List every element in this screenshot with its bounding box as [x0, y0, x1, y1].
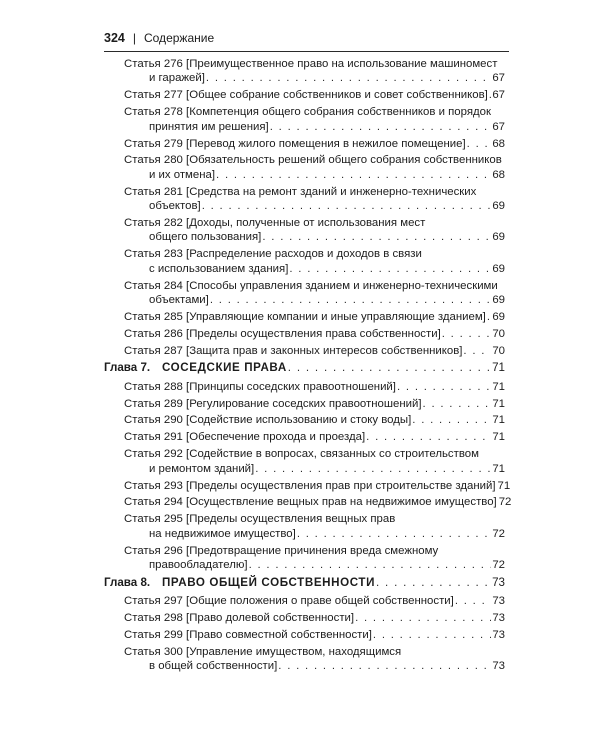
page-reference: 71: [492, 361, 505, 375]
dot-leader: [463, 344, 491, 358]
dot-leader: [489, 88, 492, 102]
entry-title-line: принятия им решения]: [149, 120, 269, 133]
dot-leader: [297, 527, 492, 541]
page-reference: 67: [492, 89, 505, 102]
chapter-number: Глава 7.: [104, 361, 151, 375]
entry-title-line: в общей собственности]: [149, 660, 278, 673]
dot-leader: [397, 380, 491, 394]
dot-leader: [487, 310, 491, 324]
entry-title-line: Статья 276 [Преимущественное право на использование машиномест: [124, 58, 498, 70]
page-reference: 73: [492, 575, 505, 589]
toc-entry: [124, 185, 505, 214]
entry-title-line: Статья 291 [Обеспечение прохода и проезда]: [124, 431, 366, 444]
entry-title-line: Статья 286 [Пределы осуществления права собственности]: [124, 327, 441, 340]
page-reference: 71: [492, 462, 505, 475]
entry-title-line: Статья 277 [Общее собрание собственников и совет собственников]: [124, 89, 488, 102]
entry-title-line: Статья 290 [Содействие использованию и стоку воды]: [124, 414, 412, 427]
page-reference: 71: [492, 380, 505, 393]
toc-entry: [124, 594, 505, 608]
page-reference: 73: [492, 628, 505, 641]
toc-entry: [124, 57, 505, 86]
page-reference: 71: [492, 397, 505, 410]
entry-title-line: Статья 292 [Содействие в вопросах, связанных со строительством: [124, 448, 479, 461]
toc-chapter: [104, 576, 505, 590]
entry-title-line: на недвижимое имущество]: [149, 527, 296, 540]
toc-entry: [124, 310, 505, 324]
page-reference: 69: [492, 231, 505, 244]
dot-leader: [249, 558, 492, 572]
section-title: Содержание: [143, 31, 215, 45]
page-reference: 72: [492, 527, 505, 540]
header-separator: |: [132, 31, 136, 45]
entry-title-line: правообладателю]: [149, 559, 248, 572]
toc-entry: [124, 279, 505, 308]
dot-leader: [467, 137, 492, 151]
toc-entry: [124, 216, 505, 245]
toc-entry: [124, 397, 505, 411]
toc-entry: [124, 479, 511, 493]
entry-title-line: Статья 294 [Осуществление вещных прав на недвижимое имущество]: [124, 496, 497, 509]
entry-title-line: Статья 297 [Общие положения о праве общей собственности]: [124, 594, 454, 607]
dot-leader: [255, 462, 491, 476]
toc-entry: [124, 380, 505, 394]
header-rule: [104, 51, 509, 52]
entry-title-line: Статья 287 [Защита прав и законных интересов собственников]: [124, 344, 463, 357]
entry-title-line: Статья 298 [Право долевой собственности]: [124, 611, 355, 624]
chapter-number: Глава 8.: [104, 575, 151, 589]
toc-entry: [124, 105, 505, 134]
page-reference: 71: [497, 479, 511, 492]
running-header: [104, 31, 214, 45]
dot-leader: [216, 168, 491, 182]
table-of-contents: [0, 57, 600, 673]
page-reference: 68: [492, 168, 505, 181]
page-reference: 73: [492, 594, 505, 607]
dot-leader: [288, 361, 491, 375]
page-reference: 68: [492, 137, 505, 150]
dot-leader: [366, 430, 491, 444]
dot-leader: [412, 413, 491, 427]
entry-title-line: Статья 300 [Управление имуществом, находящимся: [124, 645, 402, 658]
dot-leader: [376, 576, 491, 590]
dot-leader: [202, 199, 492, 213]
dot-leader: [423, 397, 492, 411]
entry-title-line: Статья 288 [Принципы соседских правоотношений]: [124, 380, 396, 393]
toc-entry: [124, 447, 505, 476]
page-reference: 70: [492, 327, 505, 340]
toc-entry: [124, 247, 505, 276]
toc-entry: [124, 544, 505, 573]
entry-title-line: объектами]: [149, 294, 209, 307]
toc-entry: [124, 327, 505, 341]
page-reference: 69: [492, 262, 505, 275]
toc-entry: [124, 611, 505, 625]
dot-leader: [206, 71, 491, 85]
entry-title-line: и гаражей]: [149, 72, 205, 85]
page-number: 324: [104, 31, 125, 45]
page-reference: 69: [492, 311, 505, 323]
dot-leader: [278, 659, 491, 673]
toc-entry: [124, 645, 505, 674]
toc-entry: [124, 88, 505, 102]
toc-entry: [124, 344, 505, 358]
dot-leader: [289, 262, 491, 276]
entry-title-line: Статья 281 [Средства на ремонт зданий и инженерно-технических: [124, 185, 477, 198]
entry-title-line: общего пользования]: [149, 231, 262, 244]
page-reference: 72: [492, 559, 505, 572]
dot-leader: [442, 327, 492, 341]
entry-title-line: объектов]: [149, 200, 201, 213]
entry-title-line: Статья 285 [Управляющие компании и иные управляющие зданием]: [124, 311, 486, 323]
entry-title-line: Статья 282 [Доходы, полученные от использования мест: [124, 217, 426, 230]
entry-title-line: Статья 293 [Пределы осуществления прав при строительстве зданий]: [124, 479, 496, 492]
dot-leader: [262, 230, 491, 244]
page-reference: 70: [492, 344, 505, 357]
entry-title-line: Статья 299 [Право совместной собственности]: [124, 628, 372, 641]
page-reference: 69: [492, 200, 505, 213]
toc-entry: [124, 430, 505, 444]
page-reference: 71: [492, 414, 505, 427]
chapter-title: СОСЕДСКИЕ ПРАВА: [162, 361, 287, 375]
entry-title-line: Статья 284 [Способы управления зданием и инженерно-техническими: [124, 279, 498, 292]
entry-title-line: Статья 280 [Обязательность решений общего собрания собственников: [124, 154, 502, 167]
toc-chapter: [104, 361, 505, 375]
entry-title-line: Статья 289 [Регулирование соседских правоотношений]: [124, 397, 422, 410]
toc-entry: [124, 628, 505, 642]
dot-leader: [270, 120, 492, 134]
entry-title-line: Статья 295 [Пределы осуществления вещных прав: [124, 513, 396, 526]
entry-title-line: Статья 296 [Предотвращение причинения вреда смежному: [124, 544, 439, 557]
dot-leader: [210, 293, 491, 307]
chapter-title: ПРАВО ОБЩЕЙ СОБСТВЕННОСТИ: [162, 575, 376, 589]
entry-title-line: с использованием здания]: [149, 262, 289, 275]
page-reference: 67: [492, 72, 505, 85]
page-reference: 72: [498, 496, 512, 509]
dot-leader: [455, 594, 492, 608]
toc-entry: [124, 153, 505, 182]
page-reference: 73: [492, 660, 505, 673]
entry-title-line: Статья 279 [Перевод жилого помещения в нежилое помещение]: [124, 137, 466, 150]
toc-entry: [124, 137, 505, 151]
toc-entry: [124, 495, 512, 509]
entry-title-line: и их отмена]: [149, 168, 216, 181]
entry-title-line: и ремонтом зданий]: [149, 462, 255, 475]
dot-leader: [355, 611, 491, 625]
dot-leader: [373, 628, 491, 642]
toc-entry: [124, 512, 505, 541]
page-reference: 67: [492, 120, 505, 133]
page-reference: 71: [492, 431, 505, 444]
page-reference: 69: [492, 294, 505, 307]
entry-title-line: Статья 278 [Компетенция общего собрания собственников и порядок: [124, 106, 491, 119]
page-reference: 73: [492, 611, 505, 624]
entry-title-line: Статья 283 [Распределение расходов и доходов в связи: [124, 248, 422, 261]
toc-entry: [124, 413, 505, 427]
